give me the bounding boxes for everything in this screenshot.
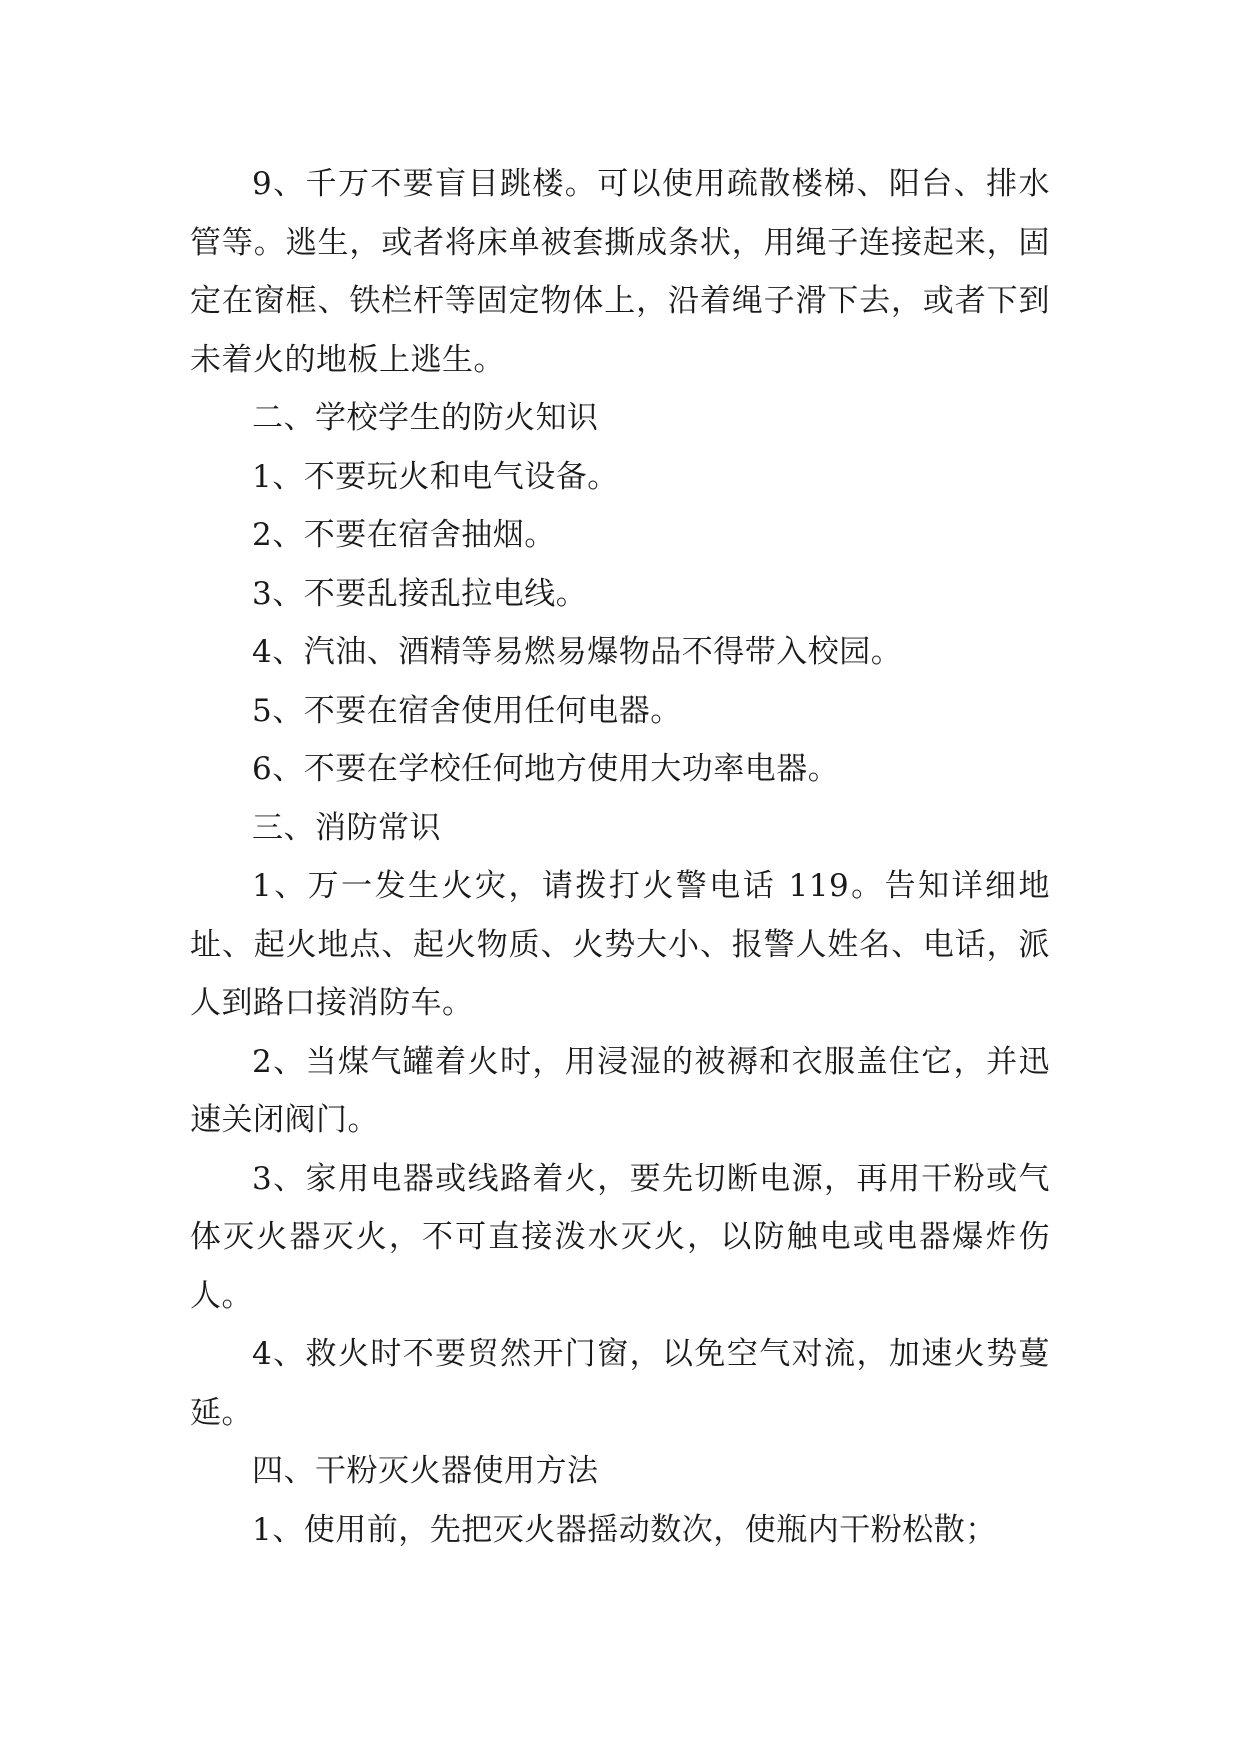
- paragraph-student-rule-2: 2、不要在宿舍抽烟。: [252, 517, 556, 553]
- section-heading-fire-safety-knowledge: 三、消防常识: [252, 809, 441, 846]
- paragraph-student-rule-4: 4、汽油、酒精等易燃易爆物品不得带入校园。: [252, 634, 903, 670]
- paragraph-safety-tip-4: 4、救火时不要贸然开门窗，以免空气对流，加速火势蔓延。: [190, 1336, 1050, 1431]
- document-body: [190, 155, 1050, 1559]
- paragraph-extinguisher-step-1: 1、使用前，先把灭火器摇动数次，使瓶内干粉松散；: [252, 1511, 997, 1548]
- paragraph-student-rule-1: 1、不要玩火和电气设备。: [252, 458, 619, 495]
- paragraph-student-rule-6: 6、不要在学校任何地方使用大功率电器。: [252, 751, 840, 787]
- paragraph-item-9-no-jumping: 9、千万不要盲目跳楼。可以使用疏散楼梯、阳台、排水管等。逃生，或者将床单被套撕成条状，用绳子连接起来，固定在窗框、铁栏杆等固定物体上，沿着绳子滑下去，或者下到未着火的地板上逃生。: [190, 166, 1050, 378]
- paragraph-safety-tip-3: 3、家用电器或线路着火，要先切断电源，再用干粉或气体灭火器灭火，不可直接泼水灭火，以防触电或电器爆炸伤人。: [190, 1160, 1050, 1314]
- paragraph-safety-tip-2: 2、当煤气罐着火时，用浸湿的被褥和衣服盖住它，并迅速关闭阀门。: [190, 1043, 1050, 1138]
- paragraph-student-rule-3: 3、不要乱接乱拉电线。: [252, 575, 588, 612]
- section-heading-student-fire-prevention: 二、学校学生的防火知识: [252, 400, 599, 436]
- paragraph-safety-tip-1: 1、万一发生火灾，请拨打火警电话 119。告知详细地址、起火地点、起火物质、火势大小、报警人姓名、电话，派人到路口接消防车。: [190, 868, 1050, 1021]
- section-heading-extinguisher-usage: 四、干粉灭火器使用方法: [252, 1453, 599, 1489]
- paragraph-student-rule-5: 5、不要在宿舍使用任何电器。: [252, 692, 682, 729]
